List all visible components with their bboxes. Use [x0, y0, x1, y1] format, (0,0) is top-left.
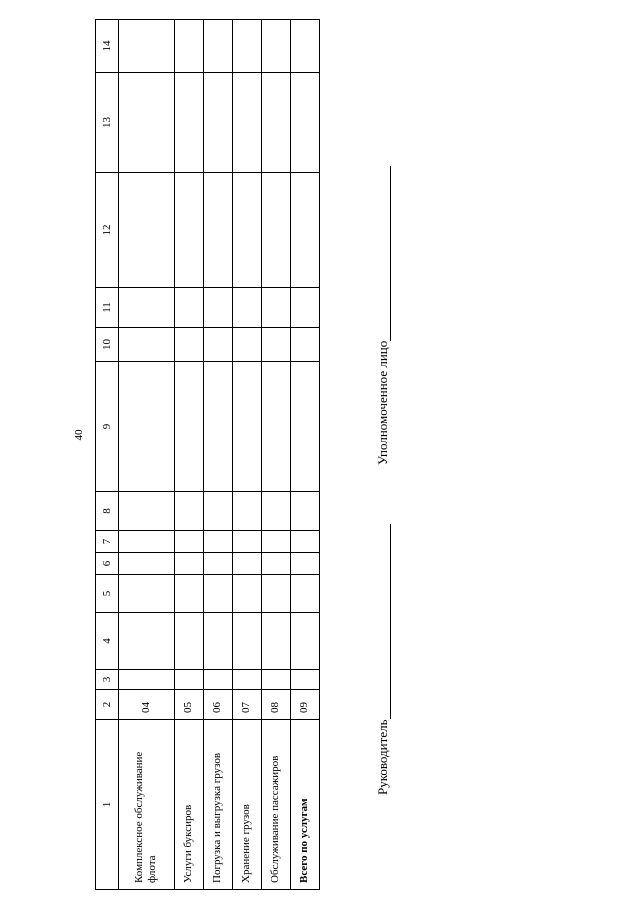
- column-number-13: 13: [96, 73, 119, 173]
- empty-cell: [119, 613, 175, 670]
- empty-cell: [261, 553, 290, 575]
- empty-cell: [174, 173, 203, 288]
- empty-cell: [290, 492, 319, 531]
- row-code-cell: 04: [119, 690, 175, 720]
- column-number-6: 6: [96, 553, 119, 575]
- empty-cell: [232, 362, 261, 492]
- authorized-signature: [375, 166, 391, 465]
- empty-cell: [119, 173, 175, 288]
- page-number: 40: [73, 429, 85, 441]
- empty-cell: [119, 20, 175, 73]
- column-number-4: 4: [96, 613, 119, 670]
- service-name-cell: Обслуживание пассажиров: [261, 720, 290, 890]
- empty-cell: [119, 288, 175, 328]
- table-row: [203, 20, 232, 890]
- empty-cell: [203, 492, 232, 531]
- empty-cell: [119, 531, 175, 553]
- empty-cell: [290, 553, 319, 575]
- empty-cell: [119, 670, 175, 690]
- empty-cell: [290, 670, 319, 690]
- empty-cell: [203, 531, 232, 553]
- empty-cell: [174, 492, 203, 531]
- authorized-signature-line: [378, 166, 391, 341]
- empty-cell: [232, 328, 261, 362]
- empty-cell: [232, 613, 261, 670]
- authorized-signature-label: Уполномоченное лицо: [375, 340, 390, 465]
- empty-cell: [232, 531, 261, 553]
- row-code-cell: 05: [174, 690, 203, 720]
- empty-cell: [290, 20, 319, 73]
- empty-cell: [290, 73, 319, 173]
- empty-cell: [261, 362, 290, 492]
- empty-cell: [290, 575, 319, 613]
- empty-cell: [119, 553, 175, 575]
- table-row: [174, 20, 203, 890]
- column-number-1: 1: [96, 720, 119, 890]
- empty-cell: [174, 531, 203, 553]
- empty-cell: [174, 575, 203, 613]
- column-number-12: 12: [96, 173, 119, 288]
- empty-cell: [174, 20, 203, 73]
- empty-cell: [119, 575, 175, 613]
- empty-cell: [203, 575, 232, 613]
- row-code-cell: 07: [232, 690, 261, 720]
- empty-cell: [203, 613, 232, 670]
- empty-cell: [261, 492, 290, 531]
- empty-cell: [232, 73, 261, 173]
- table-row: [232, 20, 261, 890]
- head-signature-line: [378, 525, 391, 720]
- empty-cell: [261, 531, 290, 553]
- service-name-cell: Всего по услугам: [290, 720, 319, 890]
- empty-cell: [203, 20, 232, 73]
- empty-cell: [261, 73, 290, 173]
- row-code-cell: 06: [203, 690, 232, 720]
- table-row: [261, 20, 290, 890]
- empty-cell: [232, 553, 261, 575]
- empty-cell: [203, 73, 232, 173]
- service-name-cell: Комплексное обслуживание флота: [119, 720, 175, 890]
- empty-cell: [290, 362, 319, 492]
- empty-cell: [232, 492, 261, 531]
- empty-cell: [290, 531, 319, 553]
- empty-cell: [232, 20, 261, 73]
- service-name-cell: Хранение грузов: [232, 720, 261, 890]
- row-code-cell: 08: [261, 690, 290, 720]
- empty-cell: [203, 362, 232, 492]
- column-number-11: 11: [96, 288, 119, 328]
- empty-cell: [119, 492, 175, 531]
- services-table: [95, 19, 320, 890]
- empty-cell: [203, 288, 232, 328]
- empty-cell: [203, 328, 232, 362]
- table-row: [119, 20, 175, 890]
- empty-cell: [203, 553, 232, 575]
- head-signature-label: Руководитель: [375, 719, 390, 795]
- table-header-row: [96, 20, 119, 890]
- empty-cell: [261, 575, 290, 613]
- empty-cell: [261, 328, 290, 362]
- head-signature: [375, 525, 391, 796]
- empty-cell: [261, 613, 290, 670]
- empty-cell: [261, 20, 290, 73]
- column-number-7: 7: [96, 531, 119, 553]
- empty-cell: [203, 670, 232, 690]
- empty-cell: [290, 288, 319, 328]
- empty-cell: [119, 362, 175, 492]
- empty-cell: [174, 328, 203, 362]
- empty-cell: [290, 328, 319, 362]
- column-number-9: 9: [96, 362, 119, 492]
- column-number-5: 5: [96, 575, 119, 613]
- empty-cell: [174, 288, 203, 328]
- empty-cell: [290, 173, 319, 288]
- empty-cell: [232, 173, 261, 288]
- empty-cell: [174, 73, 203, 173]
- row-code-cell: 09: [290, 690, 319, 720]
- empty-cell: [290, 613, 319, 670]
- empty-cell: [232, 670, 261, 690]
- column-number-2: 2: [96, 690, 119, 720]
- empty-cell: [174, 613, 203, 670]
- empty-cell: [261, 288, 290, 328]
- empty-cell: [174, 670, 203, 690]
- service-name-cell: Погрузка и выгрузка грузов: [203, 720, 232, 890]
- empty-cell: [119, 328, 175, 362]
- column-number-10: 10: [96, 328, 119, 362]
- empty-cell: [232, 288, 261, 328]
- column-number-14: 14: [96, 20, 119, 73]
- column-number-3: 3: [96, 670, 119, 690]
- service-name-cell: Услуги буксиров: [174, 720, 203, 890]
- empty-cell: [119, 73, 175, 173]
- column-number-8: 8: [96, 492, 119, 531]
- empty-cell: [203, 173, 232, 288]
- empty-cell: [261, 173, 290, 288]
- empty-cell: [261, 670, 290, 690]
- empty-cell: [174, 553, 203, 575]
- table-row: [290, 20, 319, 890]
- empty-cell: [232, 575, 261, 613]
- report-sheet: [95, 20, 390, 890]
- empty-cell: [174, 362, 203, 492]
